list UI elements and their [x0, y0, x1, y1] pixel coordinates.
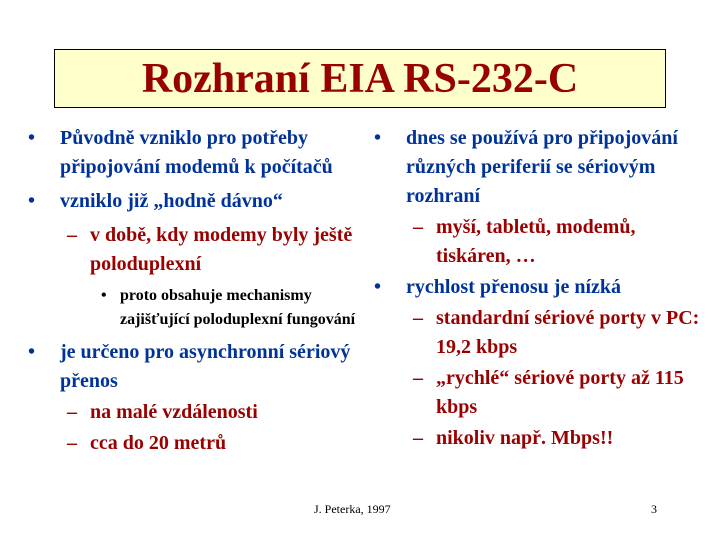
sub-bullet-text: „rychlé“ sériové porty až 115 kbps: [436, 367, 684, 418]
bullet-item: [28, 338, 373, 396]
sub-bullet-item: [374, 213, 714, 271]
bullet-text: je určeno pro asynchronní sériový přenos: [60, 341, 351, 392]
right-column: [374, 124, 714, 453]
sub-sub-bullet-item: [28, 284, 373, 332]
dash-icon: –: [413, 427, 423, 449]
sub-bullet-text: v době, kdy modemy byly ještě poloduplexní: [90, 224, 353, 275]
sub-bullet-text: standardní sériové porty v PC: 19,2 kbps: [436, 307, 700, 358]
sub-bullet-text: nikoliv např. Mbps!!: [436, 427, 614, 449]
bullet-icon: •: [374, 127, 382, 149]
sub-sub-bullet-text: proto obsahuje mechanismy zajišťující poloduplexní fungování: [120, 287, 356, 328]
dash-icon: –: [67, 401, 77, 423]
title-box: [54, 49, 666, 108]
sub-bullet-item: [374, 364, 714, 422]
dash-icon: –: [67, 224, 77, 246]
sub-bullet-item: [374, 424, 714, 453]
bullet-text: Původně vzniklo pro potřeby připojování modemů k počítačů: [60, 127, 333, 178]
bullet-icon: •: [374, 276, 382, 298]
bullet-text: rychlost přenosu je nízká: [406, 276, 621, 298]
sub-bullet-item: [374, 304, 714, 362]
bullet-item: [374, 124, 714, 211]
bullet-icon: •: [28, 190, 36, 212]
sub-bullet-item: [28, 429, 373, 458]
sub-bullet-text: cca do 20 metrů: [90, 432, 227, 454]
left-column: [28, 124, 373, 458]
bullet-icon: •: [28, 127, 36, 149]
dash-icon: –: [413, 367, 423, 389]
sub-bullet-item: [28, 398, 373, 427]
bullet-text: vzniklo již „hodně dávno“: [60, 190, 283, 212]
sub-bullet-text: myší, tabletů, modemů, tiskáren, …: [436, 216, 636, 267]
slide-title: Rozhraní EIA RS-232-C: [141, 55, 579, 102]
sub-bullet-item: [28, 221, 373, 279]
dash-icon: –: [413, 307, 423, 329]
bullet-item: [28, 124, 373, 182]
page-number: 3: [651, 502, 657, 516]
bullet-icon: •: [28, 341, 36, 363]
sub-bullet-text: na malé vzdálenosti: [90, 401, 258, 423]
bullet-item: [374, 273, 714, 302]
footer-author: J. Peterka, 1997: [314, 502, 391, 516]
dash-icon: –: [67, 432, 77, 454]
dash-icon: –: [413, 216, 423, 238]
bullet-icon: •: [101, 287, 107, 304]
bullet-item: [28, 187, 373, 216]
bullet-text: dnes se používá pro připojování různých periferií se sériovým rozhraní: [406, 127, 678, 207]
